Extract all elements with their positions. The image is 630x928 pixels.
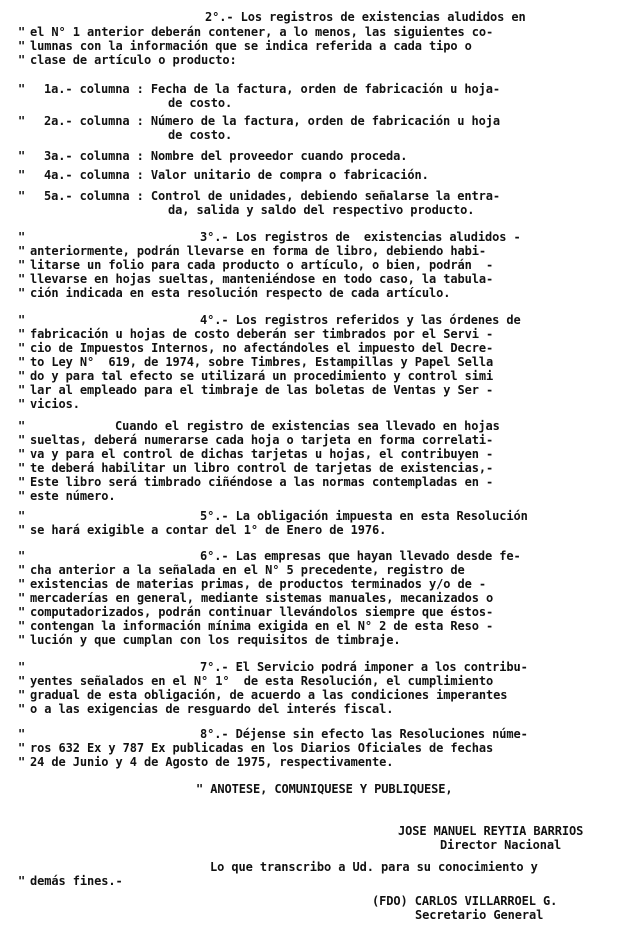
- document-line: Secretario General: [415, 908, 544, 922]
- document-line: computadorizados, podrán continuar llevándolos siempre que éstos-: [30, 605, 494, 619]
- margin-quote-mark: ": [18, 874, 26, 888]
- document-line: anteriormente, podrán llevarse en forma de libro, debiendo habi-: [30, 244, 486, 258]
- margin-quote-mark: ": [18, 755, 26, 769]
- document-line: (FDO) CARLOS VILLARROEL G.: [372, 894, 558, 908]
- margin-quote-mark: ": [18, 577, 26, 591]
- margin-quote-mark: ": [18, 591, 26, 605]
- document-line: este número.: [30, 489, 116, 503]
- margin-quote-mark: ": [18, 674, 26, 688]
- margin-quote-mark: ": [18, 419, 26, 433]
- document-line: ción indicada en esta resolución respecto de cada artículo.: [30, 286, 451, 300]
- document-line: 1a.- columna : Fecha de la factura, orden de fabricación u hoja-: [44, 82, 500, 96]
- margin-quote-mark: ": [18, 549, 26, 563]
- margin-quote-mark: ": [18, 397, 26, 411]
- document-line: 5a.- columna : Control de unidades, debiendo señalarse la entra-: [44, 189, 500, 203]
- margin-quote-mark: ": [18, 327, 26, 341]
- document-line: vicios.: [30, 397, 80, 411]
- document-line: to Ley N° 619, de 1974, sobre Timbres, Estampillas y Papel Sella: [30, 355, 494, 369]
- document-line: 3a.- columna : Nombre del proveedor cuando proceda.: [44, 149, 408, 163]
- margin-quote-mark: ": [18, 149, 26, 163]
- margin-quote-mark: ": [18, 286, 26, 300]
- margin-quote-mark: ": [18, 82, 26, 96]
- margin-quote-mark: ": [18, 341, 26, 355]
- margin-quote-mark: ": [18, 230, 26, 244]
- document-line: ros 632 Ex y 787 Ex publicadas en los Diarios Oficiales de fechas: [30, 741, 494, 755]
- margin-quote-mark: ": [18, 168, 26, 182]
- margin-quote-mark: ": [18, 447, 26, 461]
- document-line: 2a.- columna : Número de la factura, orden de fabricación u hoja: [44, 114, 500, 128]
- margin-quote-mark: ": [18, 189, 26, 203]
- margin-quote-mark: ": [18, 633, 26, 647]
- margin-quote-mark: ": [18, 258, 26, 272]
- margin-quote-mark: ": [18, 369, 26, 383]
- document-line: Director Nacional: [440, 838, 562, 852]
- margin-quote-mark: ": [18, 605, 26, 619]
- margin-quote-mark: ": [18, 272, 26, 286]
- document-line: 6°.- Las empresas que hayan llevado desde fe-: [200, 549, 521, 563]
- document-line: 7°.- El Servicio podrá imponer a los contribu-: [200, 660, 528, 674]
- document-line: 3°.- Los registros de existencias aludidos -: [200, 230, 521, 244]
- document-line: 8°.- Déjense sin efecto las Resoluciones núme-: [200, 727, 528, 741]
- document-line: 4°.- Los registros referidos y las órdenes de: [200, 313, 521, 327]
- margin-quote-mark: ": [18, 660, 26, 674]
- document-line: llevarse en hojas sueltas, manteniéndose en todo caso, la tabula-: [30, 272, 494, 286]
- margin-quote-mark: ": [18, 433, 26, 447]
- document-line: Este libro será timbrado ciñéndose a las normas contempladas en -: [30, 475, 494, 489]
- margin-quote-mark: ": [18, 489, 26, 503]
- document-line: te deberá habilitar un libro control de tarjetas de existencias,-: [30, 461, 494, 475]
- document-line: da, salida y saldo del respectivo producto.: [168, 203, 475, 217]
- document-line: o a las exigencias de resguardo del interés fiscal.: [30, 702, 394, 716]
- margin-quote-mark: ": [18, 688, 26, 702]
- document-line: yentes señalados en el N° 1° de esta Resolución, el cumplimiento: [30, 674, 494, 688]
- document-line: contengan la información mínima exigida en el N° 2 de esta Reso -: [30, 619, 494, 633]
- margin-quote-mark: ": [18, 619, 26, 633]
- margin-quote-mark: ": [18, 25, 26, 39]
- document-line: de costo.: [168, 96, 233, 110]
- document-line: demás fines.-: [30, 874, 123, 888]
- document-line: se hará exigible a contar del 1° de Enero de 1976.: [30, 523, 387, 537]
- document-line: clase de artículo o producto:: [30, 53, 237, 67]
- margin-quote-mark: ": [18, 563, 26, 577]
- document-line: 4a.- columna : Valor unitario de compra o fabricación.: [44, 168, 429, 182]
- document-line: 5°.- La obligación impuesta en esta Resolución: [200, 509, 528, 523]
- margin-quote-mark: ": [18, 702, 26, 716]
- margin-quote-mark: ": [18, 244, 26, 258]
- document-line: lar al empleado para el timbraje de las boletas de Ventas y Ser -: [30, 383, 494, 397]
- document-line: cio de Impuestos Internos, no afectándoles el impuesto del Decre-: [30, 341, 494, 355]
- document-line: do y para tal efecto se utilizará un procedimiento y control simi: [30, 369, 494, 383]
- document-line: gradual de esta obligación, de acuerdo a las condiciones imperantes: [30, 688, 508, 702]
- document-line: Lo que transcribo a Ud. para su conocimiento y: [210, 860, 538, 874]
- document-line: JOSE MANUEL REYTIA BARRIOS: [398, 824, 584, 838]
- margin-quote-mark: ": [18, 509, 26, 523]
- margin-quote-mark: ": [18, 523, 26, 537]
- margin-quote-mark: ": [18, 53, 26, 67]
- document-line: el N° 1 anterior deberán contener, a lo menos, las siguientes co-: [30, 25, 494, 39]
- margin-quote-mark: ": [18, 475, 26, 489]
- document-line: litarse un folio para cada producto o artículo, o bien, podrán -: [30, 258, 494, 272]
- document-line: fabricación u hojas de costo deberán ser timbrados por el Servi -: [30, 327, 494, 341]
- document-line: " ANOTESE, COMUNIQUESE Y PUBLIQUESE,: [196, 782, 453, 796]
- document-line: Cuando el registro de existencias sea llevado en hojas: [115, 419, 500, 433]
- margin-quote-mark: ": [18, 39, 26, 53]
- margin-quote-mark: ": [18, 383, 26, 397]
- document-line: cha anterior a la señalada en el N° 5 precedente, registro de: [30, 563, 465, 577]
- margin-quote-mark: ": [18, 313, 26, 327]
- document-line: va y para el control de dichas tarjetas u hojas, el contribuyen -: [30, 447, 494, 461]
- margin-quote-mark: ": [18, 355, 26, 369]
- margin-quote-mark: ": [18, 114, 26, 128]
- document-line: existencias de materias primas, de productos terminados y/o de -: [30, 577, 486, 591]
- margin-quote-mark: ": [18, 741, 26, 755]
- document-line: de costo.: [168, 128, 233, 142]
- document-line: 2°.- Los registros de existencias aludidos en: [205, 10, 526, 24]
- margin-quote-mark: ": [18, 727, 26, 741]
- document-line: lución y que cumplan con los requisitos de timbraje.: [30, 633, 401, 647]
- document-line: sueltas, deberá numerarse cada hoja o tarjeta en forma correlati-: [30, 433, 494, 447]
- margin-quote-mark: ": [18, 461, 26, 475]
- document-line: 24 de Junio y 4 de Agosto de 1975, respectivamente.: [30, 755, 394, 769]
- document-line: lumnas con la información que se indica referida a cada tipo o: [30, 39, 472, 53]
- document-line: mercaderías en general, mediante sistemas manuales, mecanizados o: [30, 591, 494, 605]
